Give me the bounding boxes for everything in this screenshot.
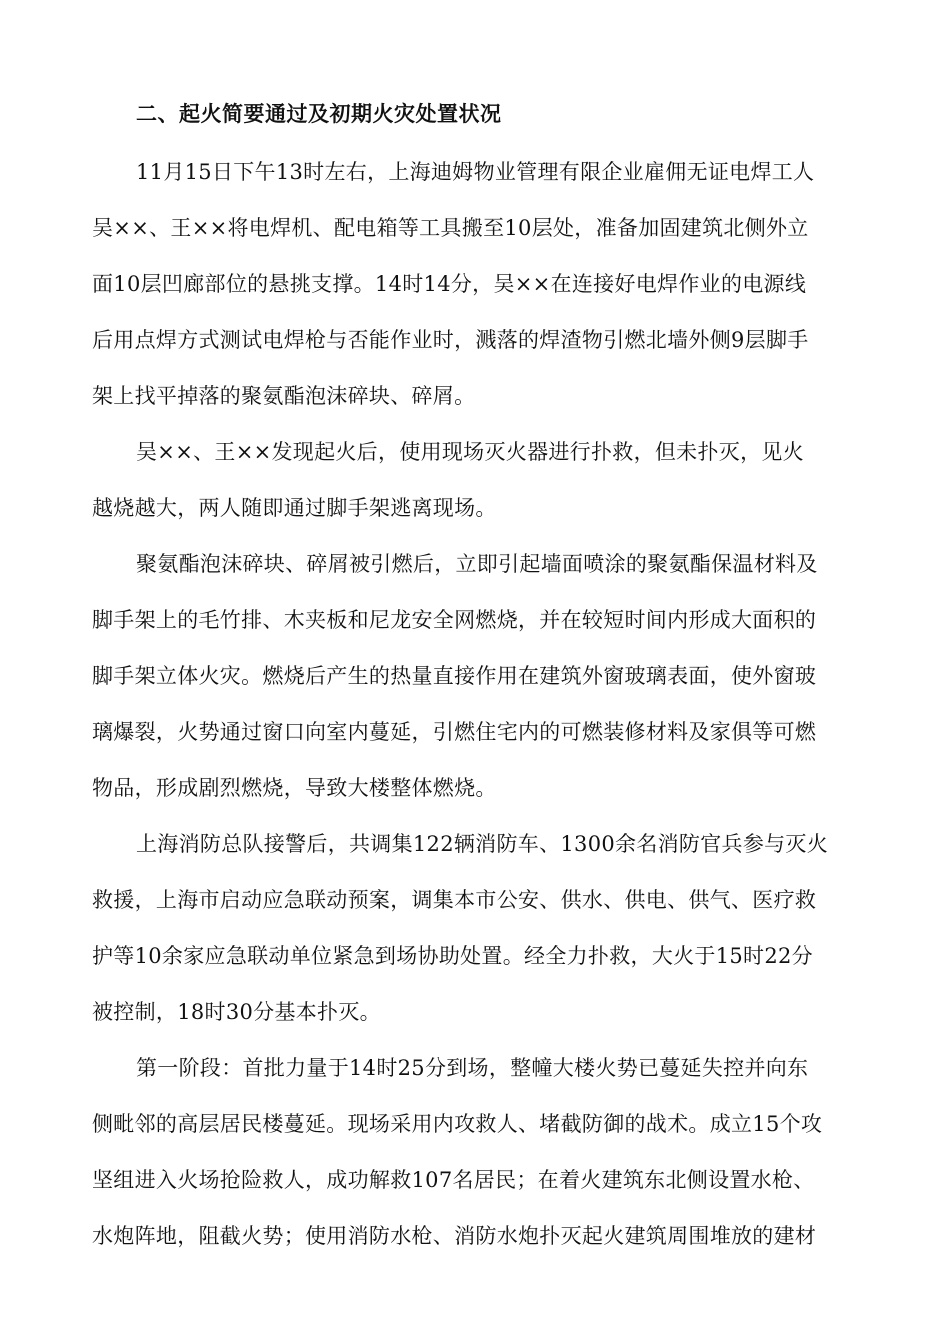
paragraph-line: 吴××、王××发现起火后，使用现场灭火器进行扑救，但未扑灭，见火 [136,440,804,464]
document-page [92,90,862,1264]
paragraph-line: 坚组进入火场抢险救人，成功解救107名居民；在着火建筑东北侧设置水枪、 [92,1168,815,1192]
paragraph-line: 护等10余家应急联动单位紧急到场协助处置。经全力扑救，大火于15时22分 [92,944,813,968]
paragraph-line: 第一阶段：首批力量于14时25分到场，整幢大楼火势已蔓延失控并向东 [136,1056,809,1080]
paragraph-line: 聚氨酯泡沫碎块、碎屑被引燃后，立即引起墙面喷涂的聚氨酯保温材料及 [136,552,818,576]
paragraph-escape [92,424,862,536]
paragraph-line: 吴××、王××将电焊机、配电箱等工具搬至10层处，准备加固建筑北侧外立 [92,216,809,240]
paragraph-response [92,816,862,1040]
paragraph-line: 侧毗邻的高层居民楼蔓延。现场采用内攻救人、堵截防御的战术。成立15个攻 [92,1112,823,1136]
paragraph-first-stage [92,1040,862,1264]
paragraph-line: 后用点焊方式测试电焊枪与否能作业时，溅落的焊渣物引燃北墙外侧9层脚手 [92,328,809,352]
paragraph-line: 物品，形成剧烈燃烧，导致大楼整体燃烧。 [92,776,497,800]
paragraph-line: 救援，上海市启动应急联动预案，调集本市公安、供水、供电、供气、医疗救 [92,888,817,912]
paragraph-line: 水炮阵地，阻截火势；使用消防水枪、消防水炮扑灭起火建筑周围堆放的建材 [92,1224,817,1248]
paragraph-spread [92,536,862,816]
paragraph-line: 架上找平掉落的聚氨酯泡沫碎块、碎屑。 [92,384,476,408]
paragraph-line: 面10层凹廊部位的悬挑支撑。14时14分，吴××在连接好电焊作业的电源线 [92,272,807,296]
paragraph-line: 11月15日下午13时左右，上海迪姆物业管理有限企业雇佣无证电焊工人 [136,160,815,184]
paragraph-line: 脚手架上的毛竹排、木夹板和尼龙安全网燃烧，并在较短时间内形成大面积的 [92,608,817,632]
paragraph-line: 脚手架立体火灾。燃烧后产生的热量直接作用在建筑外窗玻璃表面，使外窗玻 [92,664,817,688]
paragraph-ignition [92,144,862,424]
paragraph-line: 上海消防总队接警后，共调集122辆消防车、1300余名消防官兵参与灭火 [136,832,829,856]
section-heading: 二、起火简要通过及初期火灾处置状况 [136,102,502,126]
paragraph-line: 璃爆裂，火势通过窗口向室内蔓延，引燃住宅内的可燃装修材料及家俱等可燃 [92,720,817,744]
paragraph-line: 越烧越大，两人随即通过脚手架逃离现场。 [92,496,497,520]
paragraph-line: 被控制，18时30分基本扑灭。 [92,1000,381,1024]
